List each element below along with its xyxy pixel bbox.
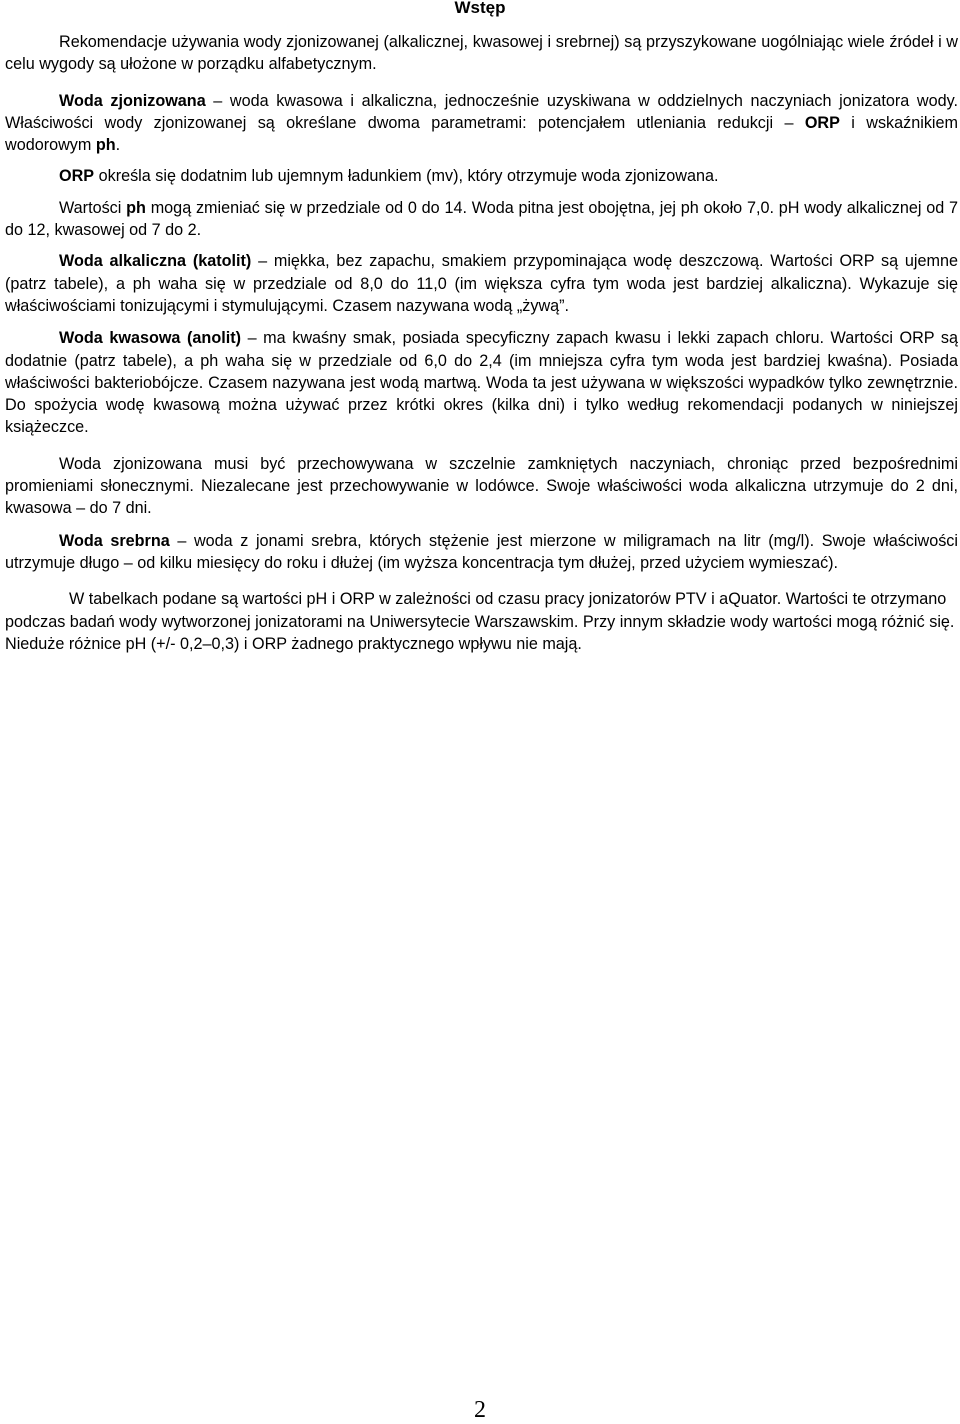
orp-paragraph-term: ORP xyxy=(59,167,95,186)
tables-paragraph: W tabelkach podane są wartości pH i ORP w zależności od czasu pracy jonizatorów PTV i aQuator. Wartości te otrzymano podczas badań wody wytworzonej jonizatorami na Uniwersytecie Warszawskim. Przy innym składzie wody wartości mogą różnić się. Nieduże różnice pH (+/- 0,2–0,3) i ORP żadnego praktycznego wpływu nie mają. xyxy=(5,590,955,653)
zjonizowana-paragraph xyxy=(5,90,958,157)
srebrna-text: – woda z jonami srebra, których stężenie jest mierzone w miligramach na litr (mg/l). Swoje właściwości utrzymuje długo – od kilku miesięcy do roku i dłużej (im wyższa koncentracja tym dłużej, przed użyciem wymieszać). xyxy=(5,531,958,572)
ph-paragraph-start: Wartości xyxy=(59,198,127,217)
storage-paragraph: Woda zjonizowana musi być przechowywana w szczelnie zamkniętych naczyniach, chroniąc przed bezpośrednimi promieniami słonecznymi. Niezalecane jest przechowywanie w lodówce. Swoje właściwości woda alkaliczna utrzymuje do 2 dni, kwasowa – do 7 dni. xyxy=(5,454,958,518)
page-number: 2 xyxy=(474,1397,486,1423)
kwasowa-paragraph xyxy=(5,327,958,438)
orp-term: ORP xyxy=(804,113,840,132)
document-body xyxy=(5,31,958,655)
alkaliczna-term: Woda alkaliczna (katolit) xyxy=(59,252,252,271)
ph-paragraph-text: mogą zmieniać się w przedziale od 0 do 14. Woda pitna jest obojętna, jej ph około 7,0. pH wody alkalicznej od 7 do 12, kwasowej od 7 do 2. xyxy=(5,198,959,240)
orp-paragraph xyxy=(5,165,958,187)
kwasowa-text: – ma kwaśny smak, posiada specyficzny zapach kwasu i lekki zapach chloru. Wartości ORP są dodatnie (patrz tabele), a ph waha się w przedziale od 6,0 do 2,4 (im mniejsza cyfra tym woda jest bardziej kwaśna). Posiada właściwości bakteriobójcze. Czasem nazywana jest wodą martwą. Woda ta jest używana w większości wypadków tylko zewnętrznie. Do spożycia wodę kwasową można używać przez krótki okres (kilka dni) i tylko według rekomendacji podanych w niniejszej książeczce. xyxy=(5,329,958,437)
ph-paragraph xyxy=(5,197,958,242)
alkaliczna-paragraph xyxy=(5,250,958,317)
zjonizowana-term: Woda zjonizowana xyxy=(59,91,206,110)
kwasowa-term: Woda kwasowa (anolit) xyxy=(59,329,241,348)
srebrna-paragraph xyxy=(5,530,958,575)
orp-paragraph-text: określa się dodatnim lub ujemnym ładunkiem (mv), który otrzymuje woda zjonizowana. xyxy=(94,167,719,186)
zjonizowana-mid: i wskaźnikiem wodorowym xyxy=(5,113,958,155)
zjonizowana-end: . xyxy=(115,136,121,155)
srebrna-term: Woda srebrna xyxy=(59,531,170,550)
page-title: Wstęp xyxy=(454,0,506,17)
ph-term: ph xyxy=(95,136,116,155)
ph-paragraph-term: ph xyxy=(126,198,146,217)
intro-paragraph: Rekomendacje używania wody zjonizowanej (alkalicznej, kwasowej i srebrnej) są przyszykowane uogólniając wiele źródeł i w celu wygody są ułożone w porządku alfabetycznym. xyxy=(5,33,958,74)
alkaliczna-text: – miękka, bez zapachu, smakiem przypominająca wodę deszczową. Wartości ORP są ujemne (patrz tabele), a ph waha się w przedziale od 8,0 do 11,0 (im większa cyfra tym woda jest bardziej alkaliczna). Wykazuje się właściwościami tonizującymi i stymulującymi. Czasem nazywana wodą „żywą”. xyxy=(5,252,958,315)
zjonizowana-definition: – woda kwasowa i alkaliczna, jednocześnie uzyskiwana w oddzielnych naczyniach jonizatora wody. Właściwości wody zjonizowanej są określane dwoma parametrami: potencjałem utleniania redukcji – xyxy=(5,91,958,132)
